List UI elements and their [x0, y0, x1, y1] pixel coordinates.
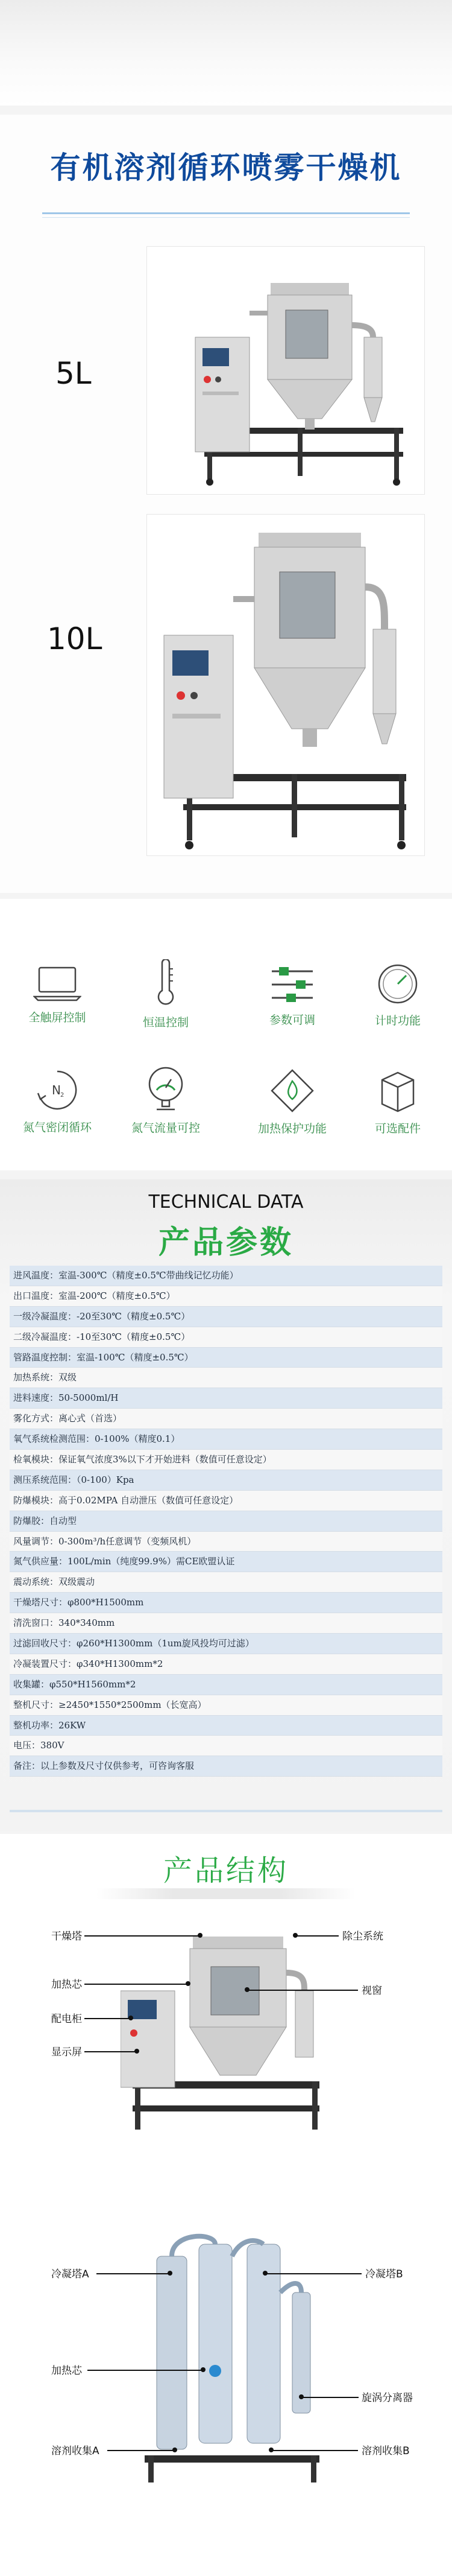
features-section: [0, 899, 452, 1170]
callout-dot: [172, 2448, 177, 2452]
sliders-icon: [268, 965, 316, 1005]
callout-dot: [299, 2394, 304, 2399]
feature-label: 全触屏控制: [28, 1011, 86, 1024]
param-row: 防爆模块：高于0.02MPA 自动泄压（数值可任意设定）: [10, 1491, 442, 1511]
param-row: 加热系统：双级: [10, 1368, 442, 1388]
callout-dot: [198, 1933, 202, 1938]
callout-line: [87, 2370, 202, 2371]
callout-line: [271, 2450, 358, 2451]
feature-adjustable-params: [241, 965, 344, 1027]
page-title: 有机溶剂循环喷雾干燥机: [50, 150, 402, 185]
callout-line: [84, 1984, 187, 1985]
feature-n2-flow: [115, 1065, 217, 1135]
feature-label: 恒温控制: [142, 1016, 189, 1029]
svg-text:N: N: [52, 1083, 61, 1097]
callout-window: 视窗: [362, 1985, 382, 1997]
params-title: 产品参数: [158, 1225, 293, 1261]
model-label-10l: 10L: [47, 621, 102, 656]
feature-timer: [347, 962, 449, 1028]
technical-data-heading: TECHNICAL DATA: [148, 1191, 304, 1213]
param-row: 电压：380V: [10, 1736, 442, 1756]
callout-line: [96, 2273, 169, 2274]
box-icon: [376, 1068, 419, 1114]
spray-dryer-5l-illustration: [147, 247, 424, 494]
param-row: 整机功率：26KW: [10, 1716, 442, 1736]
callout-dust-removal: 除尘系统: [342, 1930, 383, 1943]
callout-dot: [134, 2049, 139, 2054]
callout-dot: [245, 1987, 250, 1992]
feature-touchscreen: [6, 965, 108, 1025]
param-row: 氮气供应量：100L/min（纯度99.9%）需CE欧盟认证: [10, 1552, 442, 1572]
callout-line: [84, 2051, 136, 2052]
param-row: 干燥塔尺寸：φ800*H1500mm: [10, 1593, 442, 1613]
param-row: 进料速度：50-5000ml/H: [10, 1388, 442, 1409]
callout-line: [247, 1990, 358, 1991]
callout-line: [301, 2397, 359, 2398]
param-row: 防爆胶：自动型: [10, 1511, 442, 1532]
pressure-gauge-icon: [145, 1065, 187, 1113]
callout-heating-core-2: 加热芯: [51, 2365, 82, 2377]
param-row: 清洗窗口：340*340mm: [10, 1613, 442, 1634]
callout-dot: [128, 2016, 133, 2020]
param-row: 备注：以上参数及尺寸仅供参考，可咨询客服: [10, 1756, 442, 1777]
param-row: 检氧模块：保证氧气浓度3%以下才开始进料（数值可任意设定）: [10, 1450, 442, 1470]
top-banner: [0, 0, 452, 106]
callout-display: 显示屏: [51, 2046, 82, 2058]
callout-solvent-collect-b: 溶剂收集B: [362, 2445, 410, 2457]
params-table-end: [10, 1810, 442, 1812]
param-row: 管路温度控制：室温-100℃（精度±0.5℃）: [10, 1348, 442, 1368]
param-row: 氧气系统检测范围：0-100%（精度0.1）: [10, 1429, 442, 1450]
callout-drying-tower: 干燥塔: [51, 1930, 82, 1943]
callout-heating-core: 加热芯: [51, 1979, 82, 1991]
callout-dot: [263, 2271, 268, 2276]
callout-distribution-cabinet: 配电柜: [51, 2013, 82, 2025]
machine-photo-10l: [146, 514, 425, 856]
feature-label: 加热保护功能: [257, 1122, 327, 1135]
nitrogen-cycle-icon: [35, 1068, 80, 1112]
param-row: 震动系统：双级震动: [10, 1572, 442, 1593]
callout-line: [265, 2273, 362, 2274]
feature-label: 氮气密闭循环: [22, 1121, 92, 1134]
timer-icon: [376, 962, 419, 1006]
feature-label: 参数可调: [269, 1014, 315, 1027]
feature-label: 可选配件: [374, 1122, 421, 1135]
flame-icon: [269, 1068, 315, 1114]
callout-condenser-a: 冷凝塔A: [51, 2268, 89, 2280]
feature-label: 计时功能: [374, 1014, 421, 1027]
param-row: 整机尺寸：≥2450*1550*2500mm（长宽高）: [10, 1695, 442, 1716]
callout-dot: [201, 2367, 206, 2372]
structure-section: [0, 1834, 452, 2576]
title-underline-thin: [42, 217, 410, 218]
thermometer-icon: [154, 959, 178, 1007]
param-row: 出口温度：室温-200℃（精度±0.5℃）: [10, 1286, 442, 1307]
callout-dot: [293, 1933, 298, 1938]
param-row: 冷凝装置尺寸：φ340*H1300mm*2: [10, 1654, 442, 1675]
title-underline: [42, 212, 410, 214]
param-row: 收集罐：φ550*H1560mm*2: [10, 1675, 442, 1695]
param-row: 雾化方式：离心式（首选）: [10, 1409, 442, 1429]
model-label-5l: 5L: [55, 356, 92, 391]
param-row: 风量调节：0-300m³/h任意调节（变频风机）: [10, 1532, 442, 1552]
params-table: [10, 1266, 442, 1777]
param-row: 过滤回收尺寸：φ260*H1300mm（1um旋风投均可过滤）: [10, 1634, 442, 1654]
structure-title-shadow: [96, 1888, 356, 1899]
callout-dot: [168, 2271, 172, 2276]
feature-heat-protect: [241, 1068, 344, 1136]
svg-text:2: 2: [60, 1092, 64, 1099]
structure-machine-illustration: [121, 1924, 337, 2136]
callout-line: [107, 2450, 174, 2451]
callout-condenser-b: 冷凝塔B: [365, 2268, 403, 2280]
callout-line: [84, 2018, 130, 2019]
structure-title: 产品结构: [163, 1854, 289, 1888]
feature-label: 氮气流量可控: [131, 1121, 200, 1135]
feature-constant-temp: [115, 959, 217, 1030]
param-row: 进风温度：室温-300℃（精度±0.5℃带曲线记忆功能）: [10, 1266, 442, 1286]
machine-photo-5l: [146, 246, 425, 495]
laptop-icon: [33, 965, 81, 1003]
param-row: 一级冷凝温度：-20至30℃（精度±0.5℃）: [10, 1307, 442, 1327]
params-section: [0, 1179, 452, 1831]
callout-line: [295, 1935, 339, 1937]
spray-dryer-10l-illustration: [147, 515, 424, 855]
param-row: 测压系统范围：（0-100）Kpa: [10, 1470, 442, 1491]
callout-solvent-collect-a: 溶剂收集A: [51, 2445, 99, 2457]
callout-vortex-separator: 旋涡分离器: [362, 2392, 413, 2404]
feature-n2-cycle: [6, 1068, 108, 1135]
callout-dot: [269, 2448, 274, 2452]
param-row: 二级冷凝温度：-10至30℃（精度±0.5℃）: [10, 1327, 442, 1348]
callout-line: [84, 1935, 199, 1937]
condenser-illustration: [127, 2220, 331, 2486]
feature-accessories: [347, 1068, 449, 1136]
callout-dot: [186, 1981, 190, 1986]
